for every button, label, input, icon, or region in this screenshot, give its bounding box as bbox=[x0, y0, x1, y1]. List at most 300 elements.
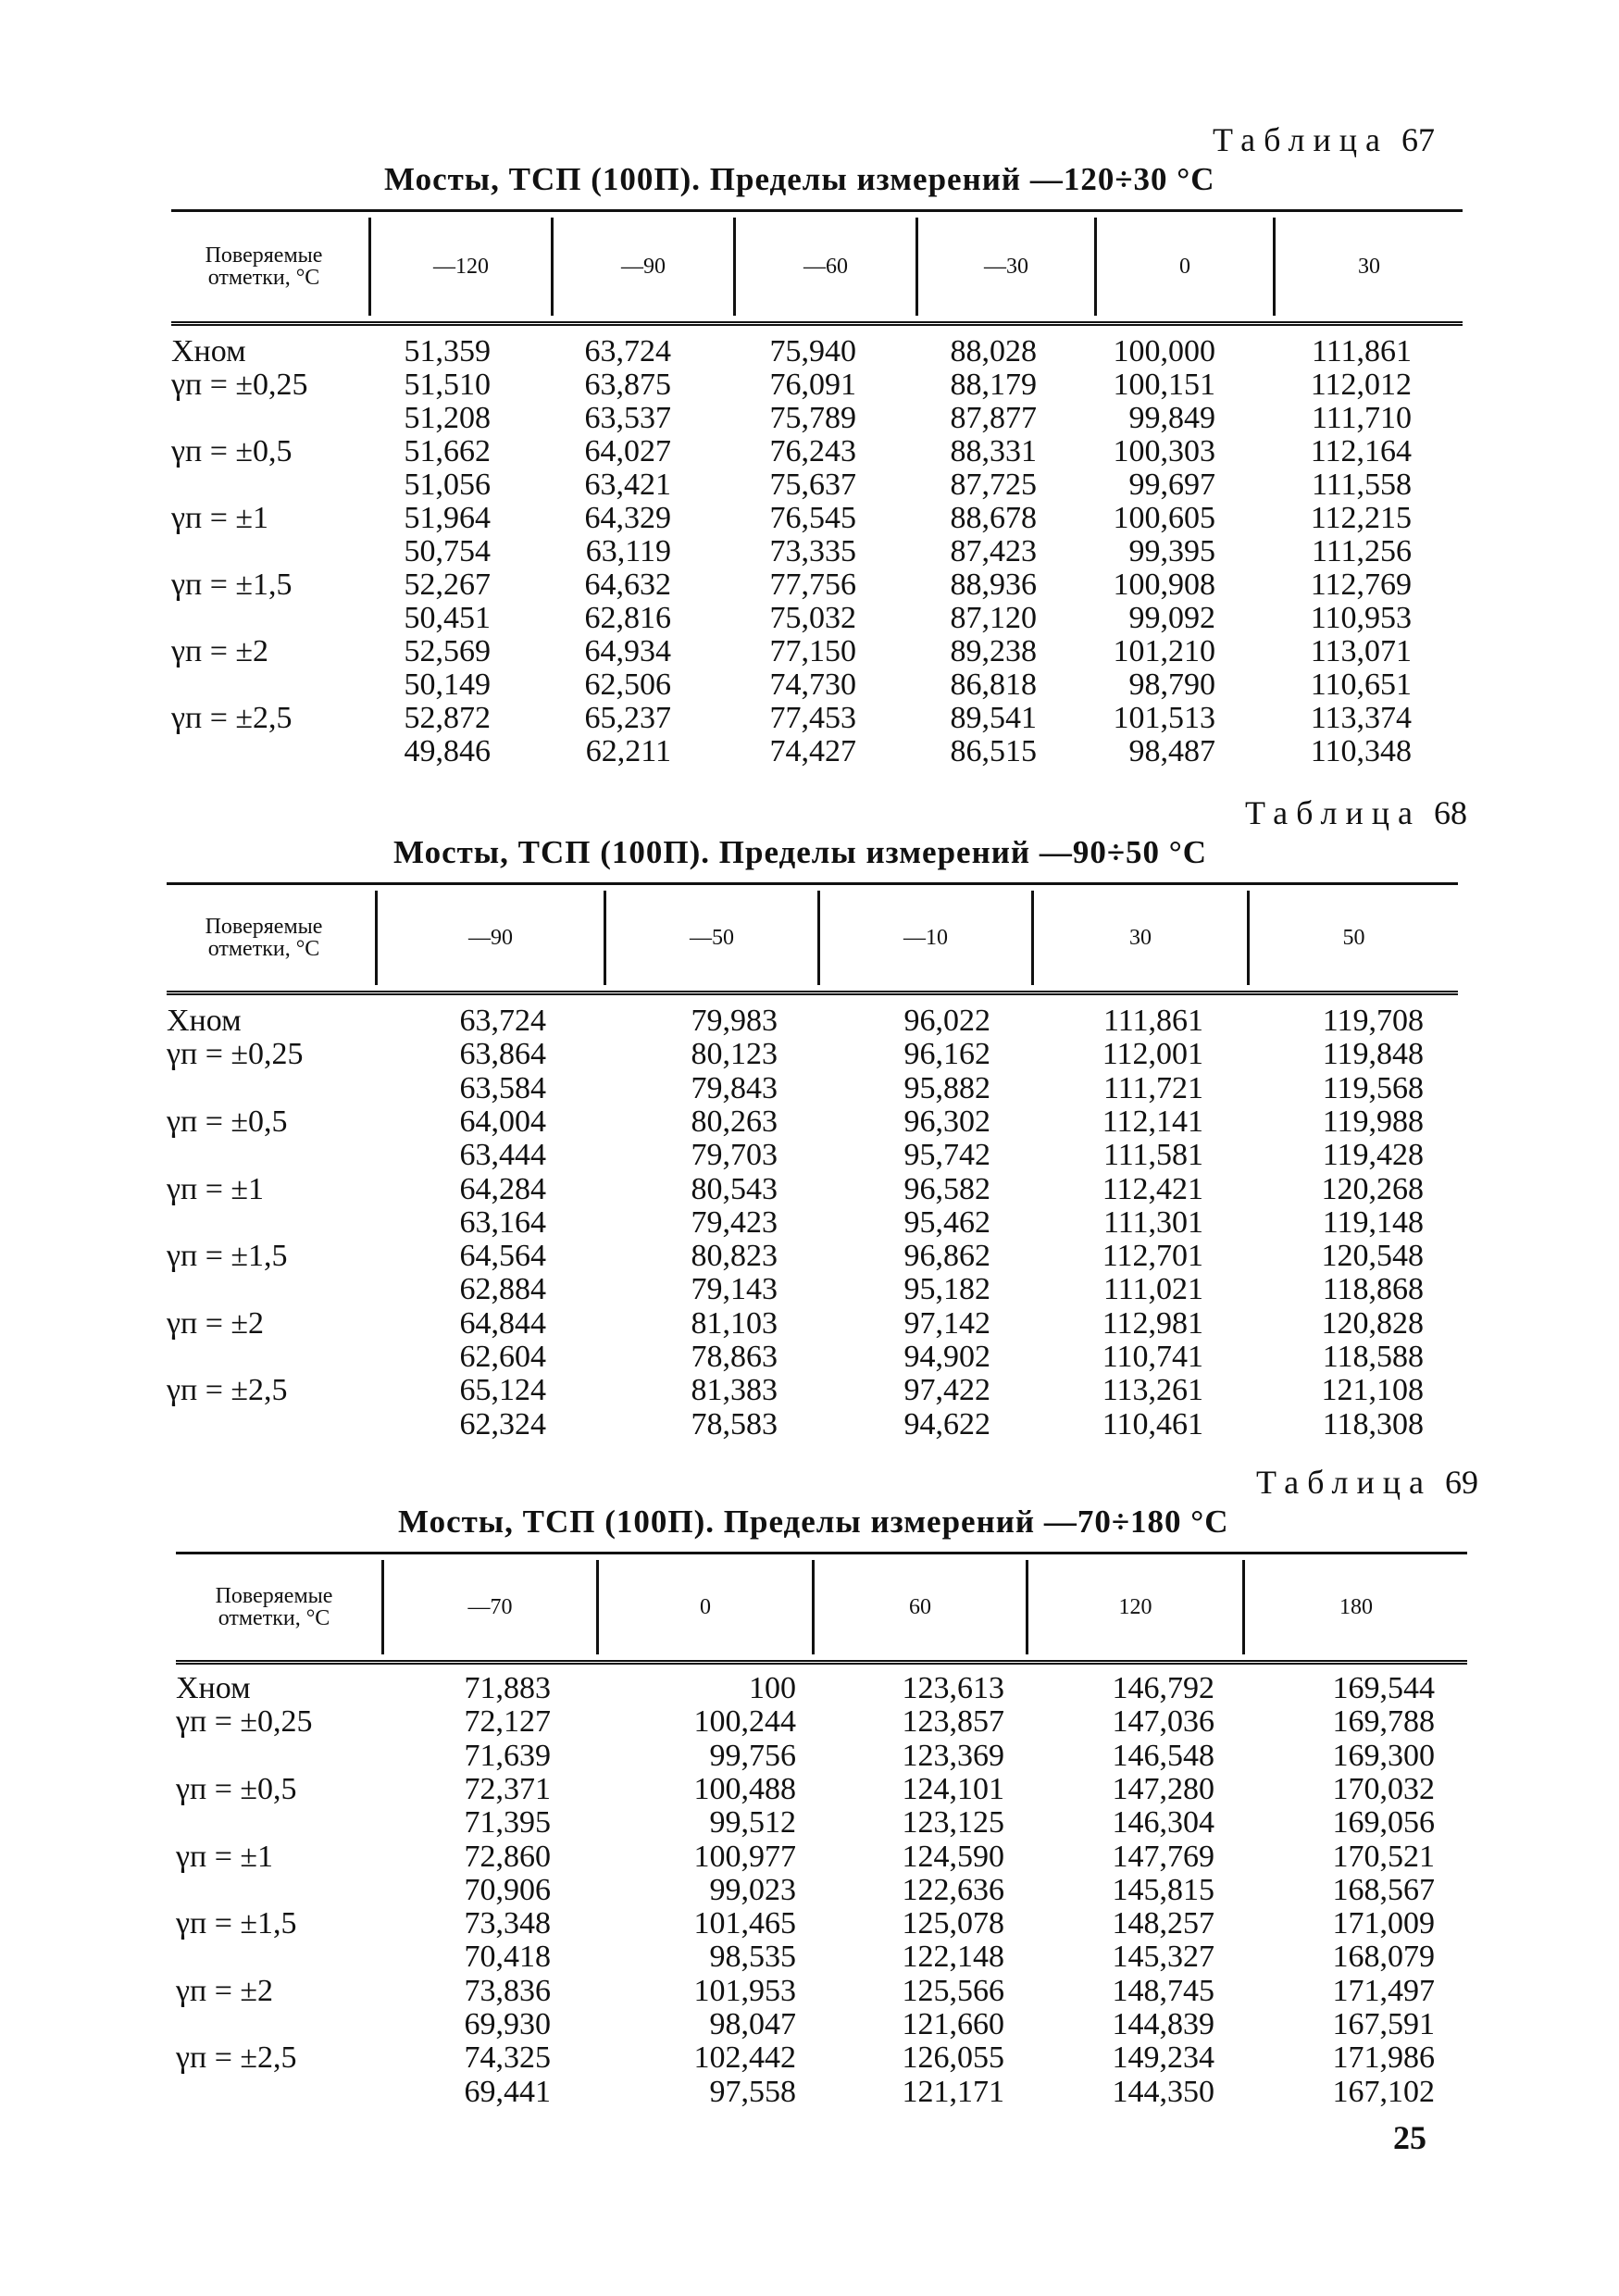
col-header: 30 bbox=[1358, 254, 1380, 279]
table-cell: 52,267 bbox=[404, 568, 491, 602]
table-cell: 119,708 bbox=[1322, 1004, 1424, 1038]
row-label: γп = ±2 bbox=[176, 1973, 274, 2008]
table-cell: 64,284 bbox=[459, 1171, 546, 1206]
table-69-block bbox=[176, 1463, 1478, 2129]
row-label: γп = ±1,5 bbox=[176, 1906, 297, 1941]
header-label: Поверяемые отметки, °C bbox=[205, 915, 323, 961]
table-cell: 99,849 bbox=[1128, 401, 1215, 435]
table-cell: 144,350 bbox=[1112, 2074, 1214, 2109]
table-row bbox=[171, 402, 1463, 435]
table-cell: 71,639 bbox=[464, 1738, 551, 1773]
table-cell: 101,953 bbox=[693, 1973, 796, 2008]
table-cell: 100,605 bbox=[1113, 501, 1215, 535]
table-cell: 63,584 bbox=[459, 1070, 546, 1105]
table-cell: 71,395 bbox=[464, 1805, 551, 1841]
table-cell: 96,162 bbox=[903, 1037, 990, 1072]
table-cell: 99,756 bbox=[709, 1738, 796, 1773]
table-cell: 171,009 bbox=[1332, 1906, 1435, 1941]
table-cell: 100,151 bbox=[1113, 368, 1215, 402]
table-row bbox=[171, 368, 1463, 402]
table-row bbox=[176, 2008, 1467, 2041]
table-cell: 144,839 bbox=[1112, 2007, 1214, 2041]
table-cell: 52,872 bbox=[404, 701, 491, 735]
table-row bbox=[167, 1408, 1458, 1441]
col-header: 120 bbox=[1118, 1594, 1152, 1619]
table-cell: 99,512 bbox=[709, 1805, 796, 1841]
table-row bbox=[171, 568, 1463, 602]
table-cell: 146,548 bbox=[1112, 1738, 1214, 1773]
table-cell: 52,569 bbox=[404, 634, 491, 668]
col-header: —50 bbox=[690, 925, 734, 950]
table-cell: 75,940 bbox=[769, 334, 856, 368]
header-label: Поверяемые отметки, °C bbox=[215, 1584, 333, 1630]
table-cell: 121,660 bbox=[902, 2007, 1004, 2041]
table-cell: 123,369 bbox=[902, 1738, 1004, 1773]
table-row bbox=[167, 1038, 1458, 1071]
row-label: γп = ±1 bbox=[167, 1171, 265, 1206]
table-cell: 89,238 bbox=[950, 634, 1037, 668]
table-cell: 63,444 bbox=[459, 1138, 546, 1173]
table-cell: 101,513 bbox=[1113, 701, 1215, 735]
table-cell: 63,724 bbox=[584, 334, 671, 368]
table-row bbox=[176, 1806, 1467, 1840]
table-cell: 169,300 bbox=[1332, 1738, 1435, 1773]
table-cell: 111,861 bbox=[1103, 1004, 1203, 1038]
table-cell: 168,079 bbox=[1332, 1940, 1435, 1975]
row-label: γп = ±0,25 bbox=[176, 1704, 313, 1740]
table-cell: 63,864 bbox=[459, 1037, 546, 1072]
table-row bbox=[167, 1273, 1458, 1306]
table-cell: 64,329 bbox=[584, 501, 671, 535]
table-row bbox=[176, 1740, 1467, 1773]
table-row bbox=[171, 635, 1463, 668]
row-label: γп = ±2,5 bbox=[171, 701, 293, 735]
table-cell: 168,567 bbox=[1332, 1872, 1435, 1907]
table-cell: 169,056 bbox=[1332, 1805, 1435, 1841]
table-cell: 125,078 bbox=[902, 1906, 1004, 1941]
col-header: 0 bbox=[700, 1594, 711, 1619]
table-cell: 112,001 bbox=[1102, 1037, 1203, 1072]
table-cell: 146,792 bbox=[1112, 1671, 1214, 1705]
table-cell: 87,120 bbox=[950, 601, 1037, 635]
table-cell: 98,047 bbox=[709, 2007, 796, 2041]
table-cell: 146,304 bbox=[1112, 1805, 1214, 1841]
table-cell: 69,930 bbox=[464, 2007, 551, 2041]
table-cell: 50,149 bbox=[404, 668, 491, 702]
table-cell: 149,234 bbox=[1112, 2040, 1214, 2076]
table-cell: 95,882 bbox=[903, 1070, 990, 1105]
row-label: Xном bbox=[171, 334, 246, 368]
table-row bbox=[171, 602, 1463, 635]
table-cell: 125,566 bbox=[902, 1973, 1004, 2008]
table-cell: 96,302 bbox=[903, 1104, 990, 1139]
table-cell: 111,558 bbox=[1312, 468, 1412, 502]
table-cell: 88,331 bbox=[950, 434, 1037, 468]
table-cell: 96,862 bbox=[903, 1239, 990, 1274]
table-cell: 74,427 bbox=[769, 734, 856, 768]
table-cell: 49,846 bbox=[404, 734, 491, 768]
table-cell: 88,678 bbox=[950, 501, 1037, 535]
table-cell: 126,055 bbox=[902, 2040, 1004, 2076]
table-cell: 122,636 bbox=[902, 1872, 1004, 1907]
table-row bbox=[167, 1240, 1458, 1273]
table-row bbox=[167, 1004, 1458, 1038]
table-cell: 145,327 bbox=[1112, 1940, 1214, 1975]
table-cell: 111,581 bbox=[1103, 1138, 1203, 1173]
table-cell: 70,906 bbox=[464, 1872, 551, 1907]
row-label: γп = ±2,5 bbox=[176, 2040, 297, 2076]
table-cell: 89,541 bbox=[950, 701, 1037, 735]
table-cell: 64,934 bbox=[584, 634, 671, 668]
table-cell: 170,032 bbox=[1332, 1771, 1435, 1806]
table-cell: 97,422 bbox=[903, 1373, 990, 1408]
table-cell: 79,703 bbox=[691, 1138, 778, 1173]
table-cell: 119,428 bbox=[1322, 1138, 1424, 1173]
table-cell: 120,548 bbox=[1321, 1239, 1424, 1274]
table-cell: 51,510 bbox=[404, 368, 491, 402]
table-cell: 119,148 bbox=[1322, 1204, 1424, 1240]
table-cell: 65,237 bbox=[584, 701, 671, 735]
table-cell: 62,604 bbox=[459, 1340, 546, 1374]
table-cell: 170,521 bbox=[1332, 1839, 1435, 1874]
table-cell: 62,211 bbox=[585, 734, 671, 768]
table-cell: 112,012 bbox=[1310, 368, 1412, 402]
table-cell: 81,383 bbox=[691, 1373, 778, 1408]
table-cell: 121,171 bbox=[902, 2074, 1004, 2109]
table-cell: 88,179 bbox=[950, 368, 1037, 402]
table-cell: 100,488 bbox=[693, 1771, 796, 1806]
table-cell: 100,303 bbox=[1113, 434, 1215, 468]
table-cell: 72,371 bbox=[464, 1771, 551, 1806]
table-cell: 147,280 bbox=[1112, 1771, 1214, 1806]
table-cell: 65,124 bbox=[459, 1373, 546, 1408]
table-cell: 62,816 bbox=[584, 601, 671, 635]
table-cell: 94,902 bbox=[903, 1340, 990, 1374]
table-cell: 79,143 bbox=[691, 1272, 778, 1307]
col-header: 0 bbox=[1179, 254, 1190, 279]
table-row bbox=[176, 1773, 1467, 1806]
table-cell: 88,028 bbox=[950, 334, 1037, 368]
row-label: γп = ±0,5 bbox=[167, 1104, 288, 1139]
table-cell: 95,742 bbox=[903, 1138, 990, 1173]
table-cell: 111,721 bbox=[1103, 1070, 1203, 1105]
table-row bbox=[176, 1940, 1467, 1974]
table-cell: 111,301 bbox=[1103, 1204, 1203, 1240]
col-header: —70 bbox=[467, 1594, 513, 1619]
table-cell: 78,583 bbox=[691, 1406, 778, 1441]
table-cell: 111,710 bbox=[1312, 401, 1412, 435]
table-cell: 113,071 bbox=[1310, 634, 1412, 668]
table-cell: 63,421 bbox=[584, 468, 671, 502]
table-row bbox=[167, 1341, 1458, 1374]
table-cell: 74,325 bbox=[464, 2040, 551, 2076]
table-cell: 110,461 bbox=[1102, 1406, 1203, 1441]
table-67-block bbox=[171, 120, 1463, 787]
table-cell: 113,261 bbox=[1102, 1373, 1203, 1408]
table-header bbox=[167, 882, 1458, 995]
table-row bbox=[176, 1841, 1467, 1874]
row-label: γп = ±2 bbox=[167, 1305, 265, 1341]
table-row bbox=[176, 2076, 1467, 2109]
table-cell: 62,506 bbox=[584, 668, 671, 702]
table-row bbox=[167, 1173, 1458, 1206]
table-cell: 73,348 bbox=[464, 1906, 551, 1941]
table-cell: 120,268 bbox=[1321, 1171, 1424, 1206]
table-cell: 88,936 bbox=[950, 568, 1037, 602]
table-cell: 94,622 bbox=[903, 1406, 990, 1441]
table-cell: 98,487 bbox=[1128, 734, 1215, 768]
row-label: γп = ±1 bbox=[171, 501, 269, 535]
table-cell: 62,884 bbox=[459, 1272, 546, 1307]
table-cell: 80,123 bbox=[691, 1037, 778, 1072]
table-cell: 119,568 bbox=[1322, 1070, 1424, 1105]
table-row bbox=[176, 1975, 1467, 2008]
table-label: Таблица 67 bbox=[1213, 121, 1435, 158]
table-cell: 100,908 bbox=[1113, 568, 1215, 602]
table-cell: 76,545 bbox=[769, 501, 856, 535]
table-cell: 80,263 bbox=[691, 1104, 778, 1139]
table-cell: 98,535 bbox=[709, 1940, 796, 1975]
table-cell: 80,823 bbox=[691, 1239, 778, 1274]
table-cell: 86,515 bbox=[950, 734, 1037, 768]
col-header: —90 bbox=[468, 925, 513, 950]
table-row bbox=[176, 1705, 1467, 1739]
table-cell: 51,359 bbox=[404, 334, 491, 368]
table-row bbox=[167, 1374, 1458, 1407]
table-row bbox=[176, 1672, 1467, 1705]
table-cell: 167,102 bbox=[1332, 2074, 1435, 2109]
table-cell: 112,141 bbox=[1102, 1104, 1203, 1139]
table-cell: 123,613 bbox=[902, 1671, 1004, 1705]
table-cell: 110,651 bbox=[1310, 668, 1412, 702]
table-cell: 63,119 bbox=[585, 534, 671, 568]
col-header: —90 bbox=[621, 254, 666, 279]
table-label: Таблица 69 bbox=[1256, 1464, 1478, 1501]
table-row bbox=[167, 1139, 1458, 1172]
table-cell: 100,000 bbox=[1113, 334, 1215, 368]
row-label: γп = ±0,25 bbox=[171, 368, 308, 402]
table-cell: 87,725 bbox=[950, 468, 1037, 502]
table-cell: 110,348 bbox=[1310, 734, 1412, 768]
table-cell: 99,092 bbox=[1128, 601, 1215, 635]
row-label: Xном bbox=[167, 1004, 242, 1038]
table-cell: 124,590 bbox=[902, 1839, 1004, 1874]
table-row bbox=[167, 1072, 1458, 1105]
table-row bbox=[167, 1206, 1458, 1240]
table-cell: 96,582 bbox=[903, 1171, 990, 1206]
table-cell: 124,101 bbox=[902, 1771, 1004, 1806]
col-header: 30 bbox=[1129, 925, 1152, 950]
col-header: 50 bbox=[1342, 925, 1365, 950]
table-cell: 118,868 bbox=[1322, 1272, 1424, 1307]
row-label: γп = ±2 bbox=[171, 634, 269, 668]
table-cell: 112,421 bbox=[1102, 1171, 1203, 1206]
table-cell: 51,964 bbox=[404, 501, 491, 535]
table-row bbox=[167, 1307, 1458, 1341]
table-title: Мосты, ТСП (100П). Пределы измерений —90÷50 °С bbox=[393, 834, 1208, 870]
row-label: γп = ±1 bbox=[176, 1839, 274, 1874]
table-cell: 171,497 bbox=[1332, 1973, 1435, 2008]
table-row bbox=[171, 735, 1463, 768]
table-cell: 69,441 bbox=[464, 2074, 551, 2109]
table-cell: 95,462 bbox=[903, 1204, 990, 1240]
table-cell: 112,701 bbox=[1102, 1239, 1203, 1274]
table-header bbox=[171, 209, 1463, 326]
table-cell: 72,860 bbox=[464, 1839, 551, 1874]
table-cell: 75,637 bbox=[769, 468, 856, 502]
table-cell: 148,257 bbox=[1112, 1906, 1214, 1941]
table-cell: 75,032 bbox=[769, 601, 856, 635]
table-title: Мосты, ТСП (100П). Пределы измерений —120÷30 °С bbox=[384, 161, 1215, 197]
table-cell: 74,730 bbox=[769, 668, 856, 702]
table-cell: 51,056 bbox=[404, 468, 491, 502]
table-cell: 79,843 bbox=[691, 1070, 778, 1105]
table-cell: 101,465 bbox=[693, 1906, 796, 1941]
table-row bbox=[176, 1907, 1467, 1940]
table-cell: 64,632 bbox=[584, 568, 671, 602]
table-cell: 87,423 bbox=[950, 534, 1037, 568]
table-cell: 50,451 bbox=[404, 601, 491, 635]
table-cell: 97,558 bbox=[709, 2074, 796, 2109]
table-row bbox=[176, 2041, 1467, 2075]
table-row bbox=[171, 335, 1463, 368]
table-cell: 86,818 bbox=[950, 668, 1037, 702]
table-cell: 50,754 bbox=[404, 534, 491, 568]
table-cell: 147,036 bbox=[1112, 1704, 1214, 1740]
table-cell: 64,564 bbox=[459, 1239, 546, 1274]
table-cell: 73,836 bbox=[464, 1973, 551, 2008]
table-cell: 63,724 bbox=[459, 1004, 546, 1038]
table-cell: 112,215 bbox=[1310, 501, 1412, 535]
table-cell: 147,769 bbox=[1112, 1839, 1214, 1874]
table-cell: 148,745 bbox=[1112, 1973, 1214, 2008]
table-row bbox=[171, 668, 1463, 702]
table-row bbox=[176, 1874, 1467, 1907]
row-label: γп = ±2,5 bbox=[167, 1373, 288, 1408]
table-header bbox=[176, 1552, 1467, 1665]
col-header: —30 bbox=[984, 254, 1028, 279]
table-cell: 77,453 bbox=[769, 701, 856, 735]
table-cell: 64,027 bbox=[584, 434, 671, 468]
col-header: —10 bbox=[903, 925, 948, 950]
table-cell: 98,790 bbox=[1128, 668, 1215, 702]
table-cell: 64,004 bbox=[459, 1104, 546, 1139]
table-cell: 78,863 bbox=[691, 1340, 778, 1374]
table-cell: 112,164 bbox=[1310, 434, 1412, 468]
table-cell: 81,103 bbox=[691, 1305, 778, 1341]
table-cell: 63,875 bbox=[584, 368, 671, 402]
table-cell: 123,857 bbox=[902, 1704, 1004, 1740]
table-cell: 169,788 bbox=[1332, 1704, 1435, 1740]
row-label: γп = ±0,5 bbox=[176, 1771, 297, 1806]
table-cell: 112,769 bbox=[1310, 568, 1412, 602]
table-cell: 96,022 bbox=[903, 1004, 990, 1038]
table-cell: 80,543 bbox=[691, 1171, 778, 1206]
table-68-block bbox=[167, 793, 1467, 1460]
page-number: 25 bbox=[1393, 2119, 1426, 2156]
table-cell: 70,418 bbox=[464, 1940, 551, 1975]
table-cell: 63,164 bbox=[459, 1204, 546, 1240]
table-cell: 169,544 bbox=[1332, 1671, 1435, 1705]
col-header: 180 bbox=[1339, 1594, 1373, 1619]
table-cell: 121,108 bbox=[1321, 1373, 1424, 1408]
table-cell: 100,244 bbox=[693, 1704, 796, 1740]
table-cell: 111,021 bbox=[1103, 1272, 1203, 1307]
table-cell: 122,148 bbox=[902, 1940, 1004, 1975]
header-label: Поверяемые отметки, °C bbox=[205, 243, 323, 290]
table-cell: 77,756 bbox=[769, 568, 856, 602]
table-row bbox=[167, 1105, 1458, 1139]
table-row bbox=[171, 435, 1463, 468]
table-cell: 79,983 bbox=[691, 1004, 778, 1038]
table-cell: 63,537 bbox=[584, 401, 671, 435]
table-cell: 119,988 bbox=[1322, 1104, 1424, 1139]
table-cell: 167,591 bbox=[1332, 2007, 1435, 2041]
row-label: γп = ±0,5 bbox=[171, 434, 293, 468]
col-header: 60 bbox=[909, 1594, 931, 1619]
table-row bbox=[171, 535, 1463, 568]
col-header: —120 bbox=[433, 254, 489, 279]
table-cell: 119,848 bbox=[1322, 1037, 1424, 1072]
table-cell: 99,697 bbox=[1128, 468, 1215, 502]
table-cell: 62,324 bbox=[459, 1406, 546, 1441]
table-cell: 79,423 bbox=[691, 1204, 778, 1240]
table-title: Мосты, ТСП (100П). Пределы измерений —70÷180 °С bbox=[398, 1504, 1229, 1540]
table-cell: 75,789 bbox=[769, 401, 856, 435]
row-label: γп = ±1,5 bbox=[171, 568, 293, 602]
col-header: —60 bbox=[803, 254, 848, 279]
table-cell: 99,395 bbox=[1128, 534, 1215, 568]
table-cell: 71,883 bbox=[464, 1671, 551, 1705]
table-cell: 110,953 bbox=[1310, 601, 1412, 635]
row-label: γп = ±1,5 bbox=[167, 1239, 288, 1274]
table-row bbox=[171, 702, 1463, 735]
table-cell: 97,142 bbox=[903, 1305, 990, 1341]
table-cell: 123,125 bbox=[902, 1805, 1004, 1841]
table-cell: 171,986 bbox=[1332, 2040, 1435, 2076]
table-cell: 95,182 bbox=[903, 1272, 990, 1307]
table-cell: 72,127 bbox=[464, 1704, 551, 1740]
row-label: Xном bbox=[176, 1671, 251, 1705]
table-cell: 120,828 bbox=[1321, 1305, 1424, 1341]
table-cell: 99,023 bbox=[709, 1872, 796, 1907]
table-cell: 112,981 bbox=[1102, 1305, 1203, 1341]
table-row bbox=[171, 502, 1463, 535]
table-cell: 100,977 bbox=[693, 1839, 796, 1874]
table-cell: 76,091 bbox=[769, 368, 856, 402]
table-cell: 77,150 bbox=[769, 634, 856, 668]
table-cell: 113,374 bbox=[1310, 701, 1412, 735]
table-cell: 145,815 bbox=[1112, 1872, 1214, 1907]
table-cell: 118,308 bbox=[1322, 1406, 1424, 1441]
table-cell: 51,662 bbox=[404, 434, 491, 468]
table-cell: 111,861 bbox=[1312, 334, 1412, 368]
table-cell: 76,243 bbox=[769, 434, 856, 468]
table-cell: 64,844 bbox=[459, 1305, 546, 1341]
table-cell: 102,442 bbox=[693, 2040, 796, 2076]
table-cell: 118,588 bbox=[1322, 1340, 1424, 1374]
row-label: γп = ±0,25 bbox=[167, 1037, 304, 1072]
table-cell: 73,335 bbox=[769, 534, 856, 568]
table-row bbox=[171, 468, 1463, 502]
table-cell: 101,210 bbox=[1113, 634, 1215, 668]
table-cell: 87,877 bbox=[950, 401, 1037, 435]
table-cell: 110,741 bbox=[1102, 1340, 1203, 1374]
table-cell: 111,256 bbox=[1312, 534, 1412, 568]
table-label: Таблица 68 bbox=[1245, 794, 1467, 831]
table-cell: 51,208 bbox=[404, 401, 491, 435]
table-cell: 100 bbox=[749, 1671, 796, 1705]
